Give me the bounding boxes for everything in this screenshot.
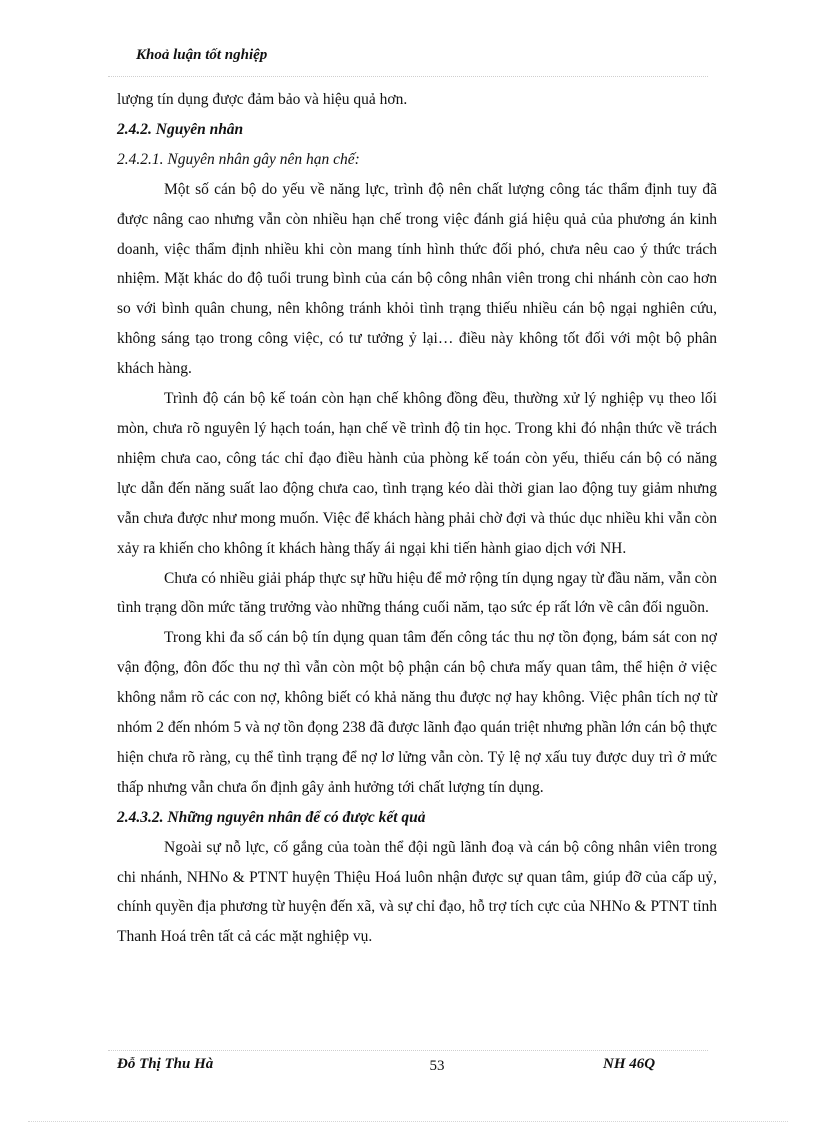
- paragraph: Trình độ cán bộ kế toán còn hạn chế không đồng đều, thường xử lý nghiệp vụ theo lối mòn, chưa rõ nguyên lý hạch toán, hạn chế về trình độ tin học. Trong khi đó nhận thức về trách nhiệm chưa cao, công tác chỉ đạo điều hành của phòng kế toán còn yếu, thiếu cán bộ có năng lực dẫn đến năng suất lao động chưa cao, tình trạng kéo dài thời gian lao động tuy giảm nhưng vẫn chưa được như mong muốn. Việc để khách hàng phải chờ đợi và thúc dục nhiều khi vẫn còn xảy ra khiến cho không ít khách hàng thấy ái ngại khi tiến hành giao dịch với NH.: [117, 390, 717, 557]
- bottom-divider: [28, 1121, 788, 1122]
- paragraph: Một số cán bộ do yếu về năng lực, trình độ nên chất lượng công tác thẩm định tuy đã được nâng cao nhưng vẫn còn nhiều hạn chế trong việc đánh giá hiệu quả của phương án kinh doanh, việc thẩm định nhiều khi còn mang tính hình thức đối phó, chưa nêu cao ý thức trách nhiệm. Mặt khác do độ tuổi trung bình của cán bộ công nhân viên trong chi nhánh còn cao hơn so với bình quân chung, nên không tránh khỏi tình trạng thiếu nhiều cán bộ ngại nghiên cứu, không sáng tạo trong công việc, có tư tưởng ỷ lại… điều này không tốt đối với một bộ phân khách hàng.: [117, 180, 717, 378]
- header-divider: [108, 76, 708, 77]
- section-heading: 2.4.2. Nguyên nhân: [117, 120, 244, 138]
- body-content: [117, 85, 717, 952]
- subsection-heading-2: 2.4.3.2. Những nguyên nhân để có được kết quả: [117, 808, 426, 826]
- footer-divider: [108, 1050, 708, 1051]
- paragraph: Trong khi đa số cán bộ tín dụng quan tâm đến công tác thu nợ tồn đọng, bám sát con nợ vận động, đôn đốc thu nợ thì vẫn còn một bộ phận cán bộ chưa mấy quan tâm, thể hiện ở việc không nắm rõ các con nợ, không biết có khả năng thu được nợ hay không. Việc phân tích nợ từ nhóm 2 đến nhóm 5 và nợ tồn đọng 238 đã được lãnh đạo quán triệt nhưng phần lớn cán bộ thực hiện chưa rõ ràng, cụ thể tình trạng để nợ lơ lửng vẫn còn. Tỷ lệ nợ xấu tuy được duy trì ở mức thấp nhưng vẫn chưa ổn định gây ảnh hưởng tới chất lượng tín dụng.: [117, 629, 717, 796]
- paragraph: Chưa có nhiều giải pháp thực sự hữu hiệu để mở rộng tín dụng ngay từ đầu năm, vẫn còn tình trạng dồn mức tăng trưởng vào những tháng cuối năm, tạo sức ép rất lớn về cân đối nguồn.: [117, 569, 717, 617]
- intro-line: lượng tín dụng được đảm bảo và hiệu quả hơn.: [117, 91, 408, 108]
- subsection-heading-1: 2.4.2.1. Nguyên nhân gây nên hạn chế:: [117, 150, 360, 168]
- footer-author: Đỗ Thị Thu Hà: [117, 1056, 214, 1072]
- paragraph: Ngoài sự nỗ lực, cố gắng của toàn thể đội ngũ lãnh đoạ và cán bộ công nhân viên trong chi nhánh, NHNo & PTNT huyện Thiệu Hoá luôn nhận được sự quan tâm, giúp đỡ của cấp uỷ, chính quyền địa phương từ huyện đến xã, và sự chỉ đạo, hỗ trợ tích cực của NHNo & PTNT tỉnh Thanh Hoá trên tất cả các mặt nghiệp vụ.: [117, 838, 717, 946]
- footer-class-code: NH 46Q: [603, 1056, 656, 1072]
- page-number: 53: [429, 1058, 445, 1074]
- header-title: Khoả luận tốt nghiệp: [136, 47, 268, 63]
